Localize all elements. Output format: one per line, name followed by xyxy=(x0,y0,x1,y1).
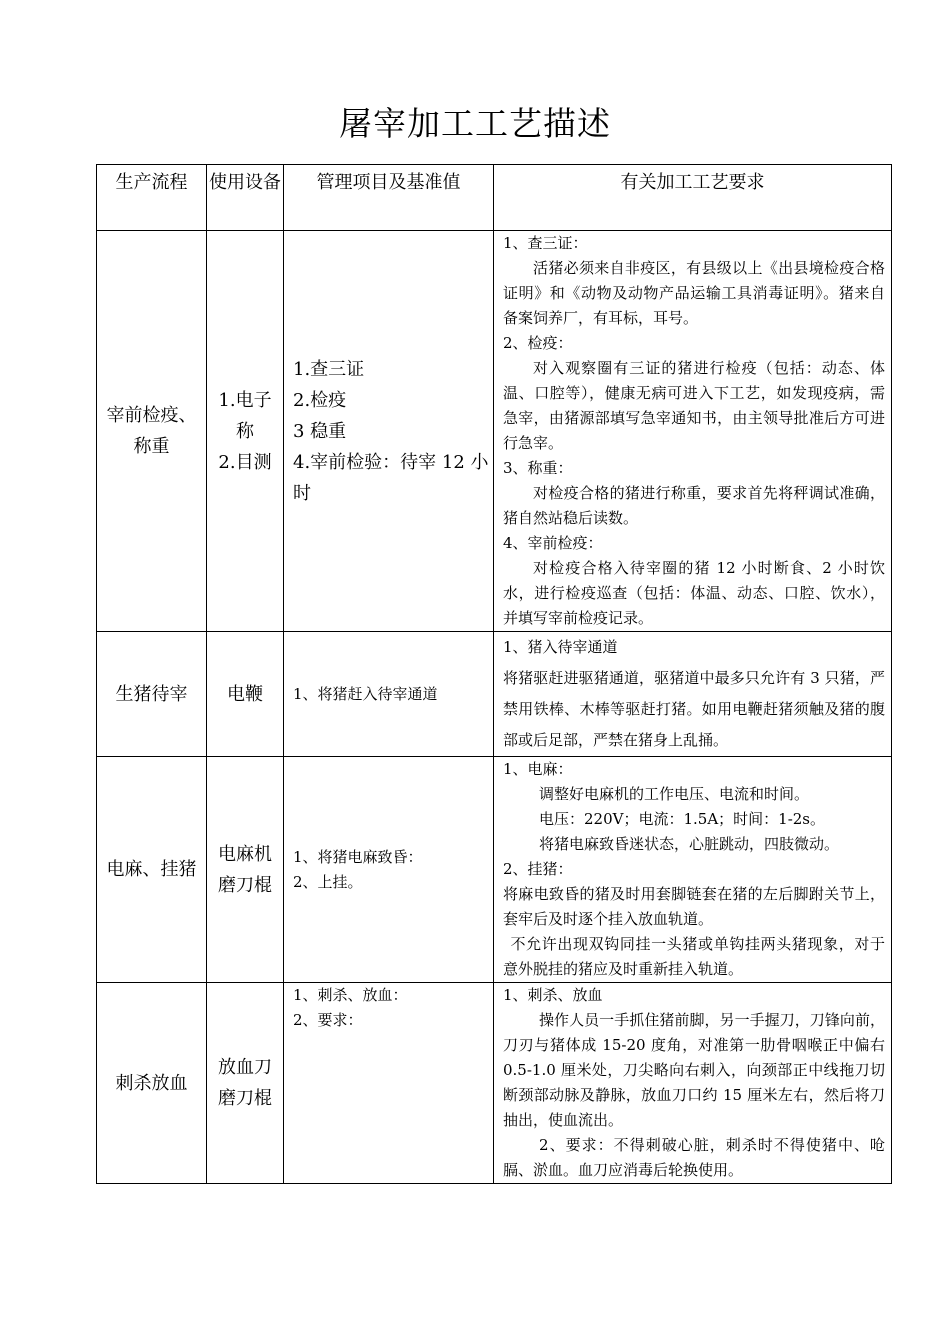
requirements-cell xyxy=(494,757,892,983)
requirement-text: 电压：220V；电流：1.5A；时间：1-2s。 xyxy=(539,810,826,828)
process-name: 刺杀放血 xyxy=(115,1072,188,1094)
management-item: 1、将猪赶入待宰通道 xyxy=(293,684,438,703)
requirement-text: 调整好电麻机的工作电压、电流和时间。 xyxy=(539,785,810,803)
requirement-heading: 2、挂猪： xyxy=(503,860,573,878)
management-cell xyxy=(284,632,494,757)
header-management: 管理项目及基准值 xyxy=(284,165,494,231)
table-row xyxy=(97,983,892,1184)
process-name: 宰前检疫、称重 xyxy=(106,405,197,457)
requirement-heading: 4、宰前检疫： xyxy=(503,534,603,552)
equipment-item: 1.电子称 xyxy=(218,389,272,442)
requirement-text: 2、要求：不得刺破心脏，刺杀时不得使猪中、呛膈、淤血。血刀应消毒后轮换使用。 xyxy=(503,1136,885,1179)
process-cell xyxy=(97,231,207,632)
requirement-text: 对入观察圈有三证的猪进行检疫（包括：动态、体温、口腔等），健康无病可进入下工艺，如发现疫病，需急宰，由猪源部填写急宰通知书，由主领导批准后方可进行急宰。 xyxy=(503,359,885,452)
requirement-text: 将猪驱赶进驱猪通道，驱猪道中最多只允许有 3 只猪，严禁用铁棒、木棒等驱赶打猪。如用电鞭赶猪须触及猪的腹部或后足部，严禁在猪身上乱捅。 xyxy=(503,669,885,749)
header-requirements: 有关加工工艺要求 xyxy=(494,165,892,231)
process-name: 生猪待宰 xyxy=(115,683,188,705)
management-item: 3 稳重 xyxy=(293,420,347,442)
management-item: 2、上挂。 xyxy=(293,872,363,891)
requirement-text: 不允许出现双钩同挂一头猪或单钩挂两头猪现象，对于意外脱挂的猪应及时重新挂入轨道。 xyxy=(503,935,885,978)
table-row xyxy=(97,757,892,983)
equipment-cell xyxy=(207,231,284,632)
requirement-heading: 2、检疫： xyxy=(503,334,573,352)
equipment-item: 电鞭 xyxy=(227,683,263,705)
management-cell xyxy=(284,757,494,983)
management-item: 2、要求： xyxy=(293,1011,363,1029)
equipment-item: 磨刀棍 xyxy=(218,1088,272,1109)
requirement-text: 将麻电致昏的猪及时用套脚链套在猪的左后脚跗关节上，套牢后及时逐个挂入放血轨道。 xyxy=(503,885,885,928)
requirement-text: 操作人员一手抓住猪前脚，另一手握刀，刀锋向前，刀刃与猪体成 15-20 度角，对准第一肋骨咽喉正中偏右 0.5-1.0 厘米处，刀尖略向右刺入，向颈部正中线拖刀切断颈部动脉及静脉，放血刀口约 15 厘米左右，然后将刀抽出，使血流出。 xyxy=(503,1011,885,1129)
equipment-item: 放血刀 xyxy=(218,1057,272,1078)
process-cell xyxy=(97,983,207,1184)
requirement-heading: 1、电麻： xyxy=(503,760,573,778)
header-equipment: 使用设备 xyxy=(207,165,284,231)
process-name: 电麻、挂猪 xyxy=(106,859,197,880)
management-item: 1.查三证 xyxy=(293,358,365,380)
requirements-cell xyxy=(494,632,892,757)
management-item: 1、将猪电麻致昏： xyxy=(293,847,423,866)
equipment-item: 电麻机 xyxy=(218,843,272,865)
management-item: 1、刺杀、放血： xyxy=(293,986,408,1004)
requirement-text: 活猪必须来自非疫区，有县级以上《出县境检疫合格证明》和《动物及动物产品运输工具消毒证明》。猪来自备案饲养厂，有耳标，耳号。 xyxy=(503,259,885,327)
requirements-cell xyxy=(494,231,892,632)
page-title: 屠宰加工工艺描述 xyxy=(339,104,611,143)
process-cell xyxy=(97,632,207,757)
equipment-cell xyxy=(207,983,284,1184)
requirement-heading: 1、刺杀、放血 xyxy=(503,986,603,1004)
requirement-heading: 1、查三证： xyxy=(503,234,588,252)
equipment-item: 2.目测 xyxy=(218,451,272,473)
requirements-cell xyxy=(494,983,892,1184)
process-cell xyxy=(97,757,207,983)
management-item: 4.宰前检验：待宰 12 小时 xyxy=(293,451,489,504)
management-cell xyxy=(284,231,494,632)
requirement-heading: 1、猪入待宰通道 xyxy=(503,638,618,656)
requirement-text: 对检疫合格的猪进行称重，要求首先将秤调试准确，猪自然站稳后读数。 xyxy=(503,484,885,527)
requirement-text: 对检疫合格入待宰圈的猪 12 小时断食、2 小时饮水，进行检疫巡查（包括：体温、动态、口腔、饮水），并填写宰前检疫记录。 xyxy=(503,559,885,627)
table-row xyxy=(97,632,892,757)
requirement-text: 将猪电麻致昏迷状态，心脏跳动，四肢微动。 xyxy=(539,835,840,853)
equipment-cell xyxy=(207,632,284,757)
equipment-item: 磨刀棍 xyxy=(218,874,272,896)
requirement-heading: 3、称重： xyxy=(503,459,573,477)
process-table xyxy=(96,164,892,1184)
header-row xyxy=(97,165,892,231)
management-item: 2.检疫 xyxy=(293,389,347,411)
management-cell xyxy=(284,983,494,1184)
equipment-cell xyxy=(207,757,284,983)
table-row xyxy=(97,231,892,632)
header-process: 生产流程 xyxy=(97,165,207,231)
